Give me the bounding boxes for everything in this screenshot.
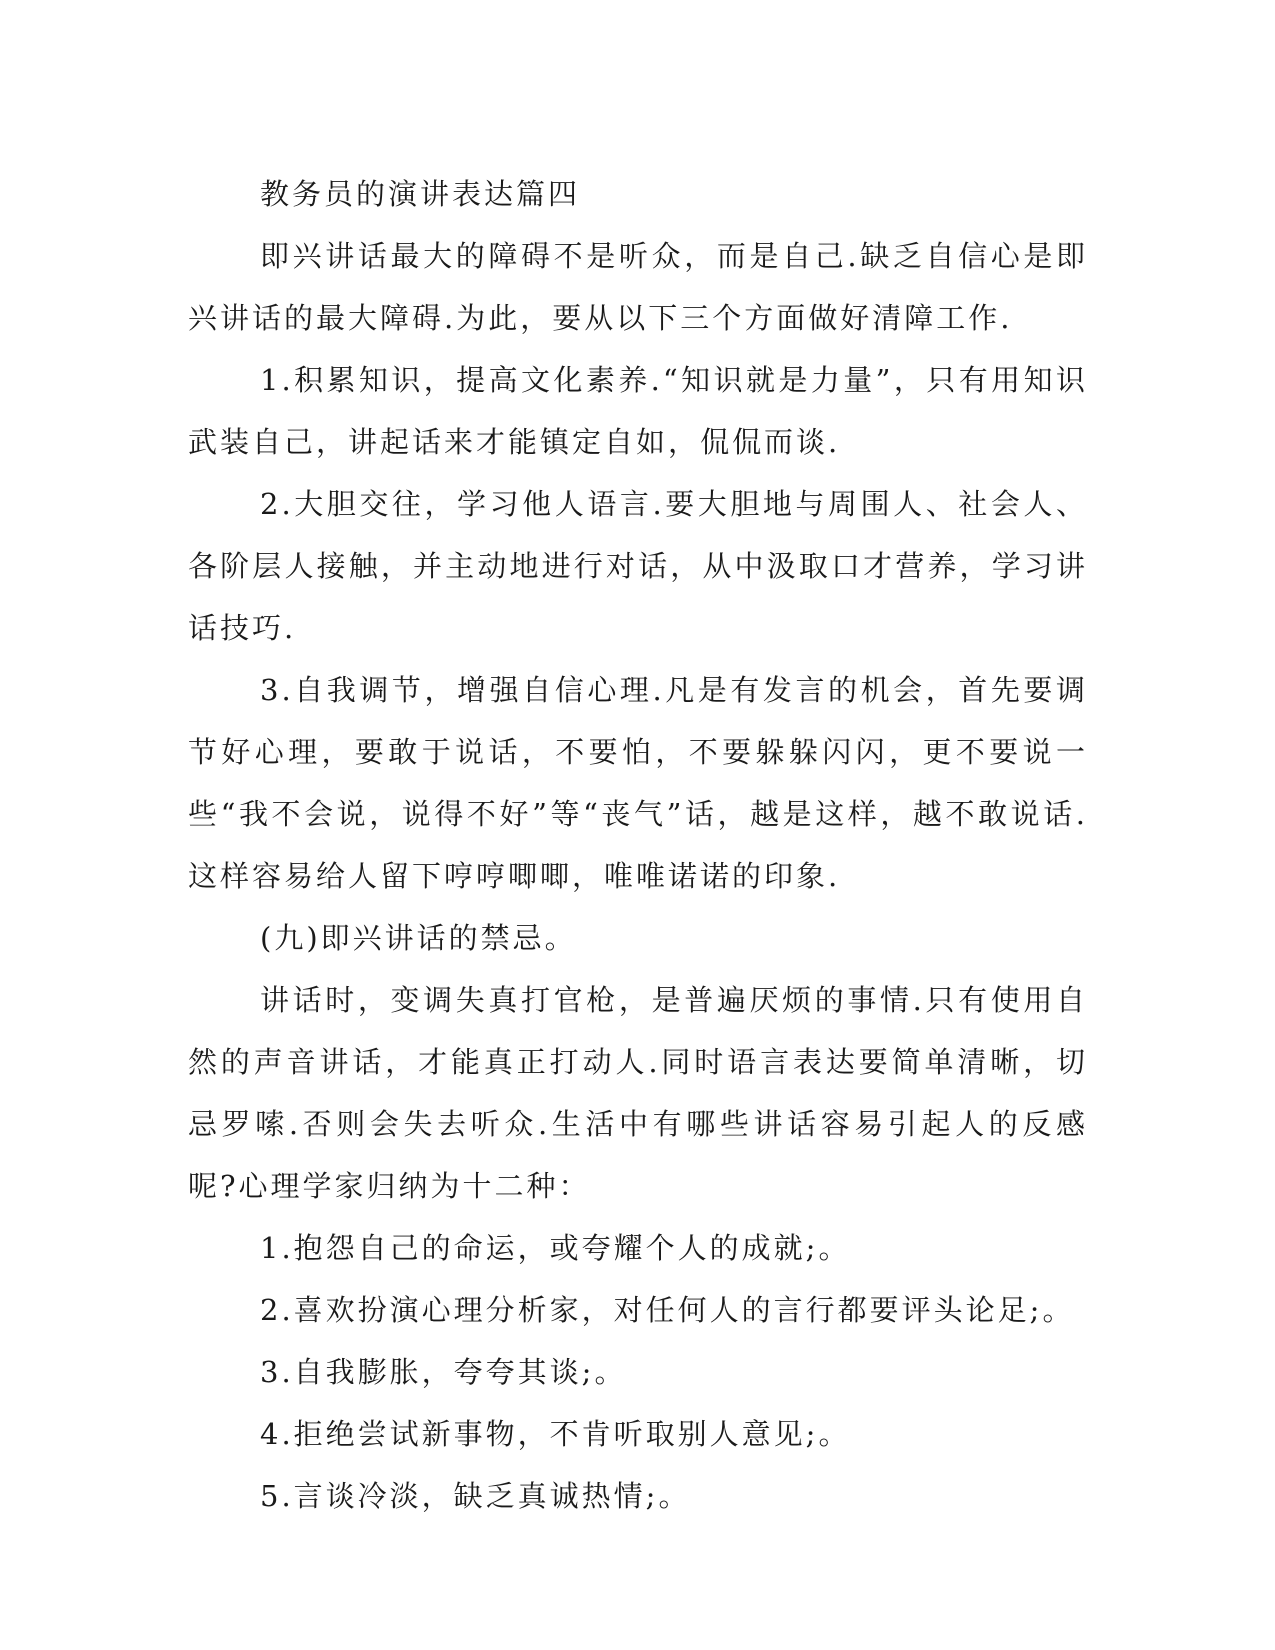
paragraph-intro: 即兴讲话最大的障碍不是听众，而是自己.缺乏自信心是即兴讲话的最大障碍.为此，要从以下三个方面做好清障工作. [188, 239, 1088, 335]
paragraph-taboos: 讲话时，变调失真打官枪，是普遍厌烦的事情.只有使用自然的声音讲话，才能真正打动人.同时语言表达要简单清晰，切忌罗嗦.否则会失去听众.生活中有哪些讲话容易引起人的反感呢?心理学家归纳为十二种： [188, 983, 1088, 1203]
list-item: 1.抱怨自己的命运，或夸耀个人的成就;。 [260, 1231, 851, 1265]
list-item: 3.自我膨胀，夸夸其谈;。 [260, 1355, 627, 1389]
subheading-taboos: (九)即兴讲话的禁忌。 [260, 921, 577, 955]
paragraph-point-2: 2.大胆交往，学习他人语言.要大胆地与周围人、社会人、各阶层人接触，并主动地进行对话，从中汲取口才营养，学习讲话技巧. [188, 487, 1088, 645]
section-title: 教务员的演讲表达篇四 [260, 177, 581, 211]
paragraph-point-1: 1.积累知识，提高文化素养.“知识就是力量”，只有用知识武装自己，讲起话来才能镇定自如，侃侃而谈. [188, 363, 1088, 459]
list-item: 2.喜欢扮演心理分析家，对任何人的言行都要评头论足;。 [260, 1293, 1075, 1327]
document-body [188, 163, 1088, 1527]
list-item: 4.拒绝尝试新事物，不肯听取别人意见;。 [260, 1417, 851, 1451]
list-item: 5.言谈冷淡，缺乏真诚热情;。 [260, 1479, 691, 1513]
paragraph-point-3: 3.自我调节，增强自信心理.凡是有发言的机会，首先要调节好心理，要敢于说话，不要怕，不要躲躲闪闪，更不要说一些“我不会说，说得不好”等“丧气”话，越是这样，越不敢说话.这样容易给人留下哼哼唧唧，唯唯诺诺的印象. [188, 673, 1088, 893]
